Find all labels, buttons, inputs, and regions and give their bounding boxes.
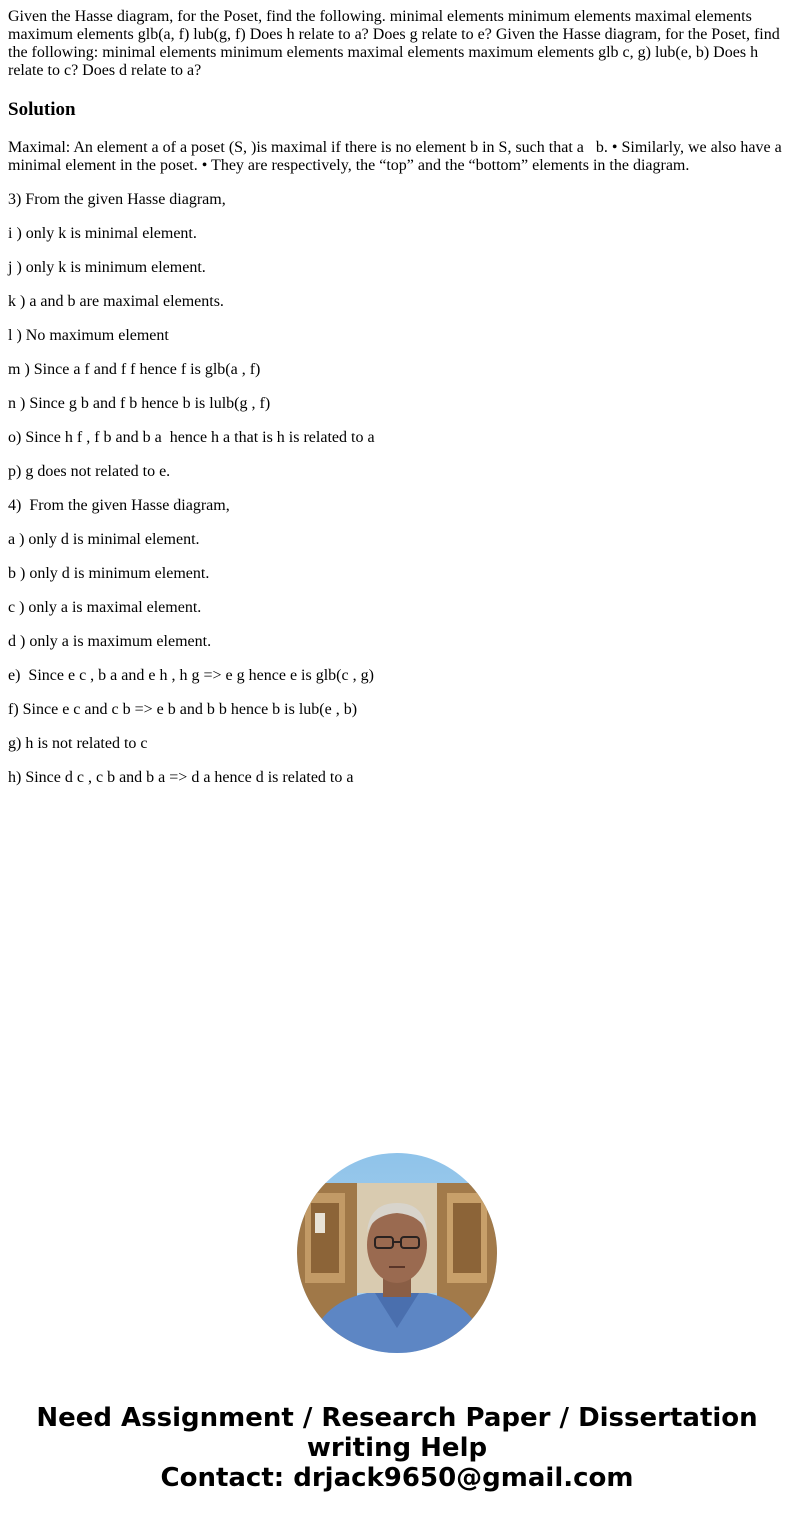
footer-line-2: writing Help xyxy=(306,1433,488,1463)
solution-paragraph: e) Since e c , b a and e h , h g => e g hence e is glb(c , g) xyxy=(8,667,374,684)
solution-heading: Solution xyxy=(8,99,76,120)
solution-paragraph: p) g does not related to e. xyxy=(8,463,171,480)
author-avatar xyxy=(297,1153,497,1353)
solution-paragraph: i ) only k is minimal element. xyxy=(8,225,197,242)
solution-paragraph: g) h is not related to c xyxy=(8,735,148,752)
footer-contact: Contact: drjack9650@gmail.com xyxy=(160,1463,634,1493)
solution-paragraph: Maximal: An element a of a poset (S, )is maximal if there is no element b in S, such that a b. • Similarly, we also have a minimal element in the poset. • They are respectively, the “top” and the “bottom” elements in the diagram. xyxy=(8,139,786,174)
solution-paragraph: 4) From the given Hasse diagram, xyxy=(8,497,230,514)
solution-paragraph: k ) a and b are maximal elements. xyxy=(8,293,224,310)
solution-paragraph: j ) only k is minimum element. xyxy=(8,259,206,276)
solution-paragraph: b ) only d is minimum element. xyxy=(8,565,210,582)
solution-paragraph: 3) From the given Hasse diagram, xyxy=(8,191,226,208)
solution-paragraph: d ) only a is maximum element. xyxy=(8,633,212,650)
author-photo-illustration xyxy=(297,1153,497,1353)
solution-paragraph: a ) only d is minimal element. xyxy=(8,531,200,548)
solution-paragraph: h) Since d c , c b and b a => d a hence d is related to a xyxy=(8,769,354,786)
solution-paragraph: c ) only a is maximal element. xyxy=(8,599,202,616)
solution-paragraph: m ) Since a f and f f hence f is glb(a , f) xyxy=(8,361,261,378)
solution-paragraph: f) Since e c and c b => e b and b b hence b is lub(e , b) xyxy=(8,701,358,718)
solution-paragraph: o) Since h f , f b and b a hence h a that is h is related to a xyxy=(8,429,375,446)
solution-paragraph: l ) No maximum element xyxy=(8,327,169,344)
footer-line-1: Need Assignment / Research Paper / Dissertation xyxy=(36,1403,758,1433)
question-text: Given the Hasse diagram, for the Poset, find the following. minimal elements minimum elements maximal elements maximum elements glb(a, f) lub(g, f) Does h relate to a? Does g relate to e? Given the Hasse diagram, for the Poset, find the following: minimal elements minimum elements maximal elements maximum elements glb c, g) lub(e, b) Does h relate to c? Does d relate to a? xyxy=(8,8,780,79)
promo-footer xyxy=(0,1403,794,1493)
solution-paragraph: n ) Since g b and f b hence b is lulb(g , f) xyxy=(8,395,271,412)
